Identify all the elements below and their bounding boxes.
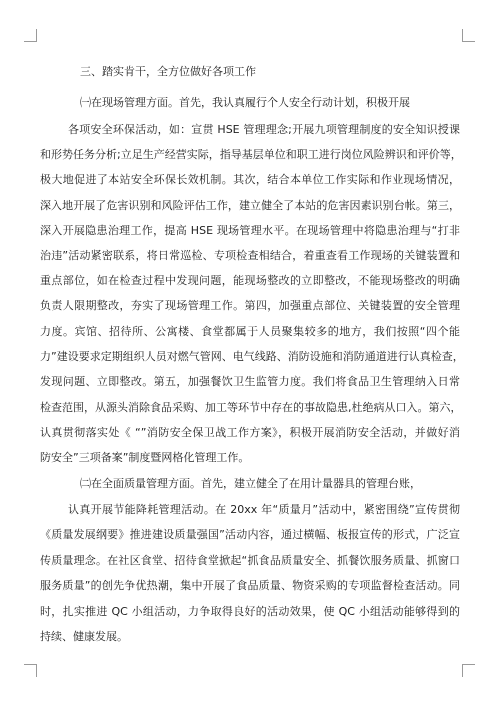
paragraph-line: 认真开展节能降耗管理活动。在 20xx 年“质量月”活动中，紧密围绕”宣传贯彻	[68, 503, 460, 516]
paragraph-line: 重点部位，如在检查过程中发现问题，能现场整改的立即整改，不能现场整改的明确	[40, 274, 460, 287]
paragraph-line: 力度。宾馆、招待所、公寓楼、食堂都属于人员聚集较多的地方，我们按照“四个能	[40, 325, 460, 338]
paragraph-line: 防安全”三项备案”制度暨网格化管理工作。	[40, 451, 250, 464]
crop-mark-bottom-right	[462, 664, 475, 677]
paragraph-line: 发现问题、立即整改。第五，加强餐饮卫生监管力度。我们将食品卫生管理纳入日常	[40, 375, 460, 388]
paragraph-line: 持续、健康发展。	[40, 630, 128, 643]
paragraph-line: 服务质量”的创先争优热潮，集中开展了食品质量、物资采购的专项监督检查活动。同	[40, 579, 460, 592]
section-heading: 三、踏实肯干，全方位做好各项工作	[80, 65, 256, 78]
paragraph-line: 传质量理念。在社区食堂、招待食堂掀起“抓食品质量安全、抓餐饮服务质量、抓窗口	[40, 554, 460, 567]
crop-mark-top-right	[462, 29, 475, 42]
paragraph-line: 力”建设要求定期组织人员对燃气管网、电气线路、消防设施和消防通道进行认真检查，	[40, 350, 464, 363]
paragraph-line: 《质量发展纲要》推进建设质量强国”活动内容，通过横幅、板报宣传的形式，广泛宣	[40, 528, 460, 541]
paragraph-line: 治违”活动紧密联系，将日常巡检、专项检查相结合，着重查看工作现场的关键装置和	[40, 249, 460, 262]
paragraph-line: 深入开展隐患治理工作，提高 HSE 现场管理水平。在现场管理中将隐患治理与“打非	[40, 224, 460, 237]
paragraph-line: 和形势任务分析;立足生产经营实际，指导基层单位和职工进行岗位风险辨识和评价等，	[40, 148, 462, 161]
paragraph-line: 深入地开展了危害识别和风险评估工作，建立健全了本站的危害因素识别台帐。第三，	[40, 199, 460, 212]
crop-mark-top-left	[24, 29, 37, 42]
crop-mark-bottom-left	[24, 664, 37, 677]
paragraph-line: 各项安全环保活动，如：宣贯 HSE 管理理念;开展九项管理制度的安全知识授课	[68, 123, 460, 136]
paragraph-line: ㈠在现场管理方面。首先，我认真履行个人安全行动计划，积极开展	[80, 96, 410, 109]
paragraph-line: 负责人限期整改，夯实了现场管理工作。第四，加强重点部位、关键装置的安全管理	[40, 299, 460, 312]
paragraph-line: 检查范围，从源头消除食品采购、加工等环节中存在的事故隐患,杜绝病从口入。第六，	[40, 401, 462, 414]
paragraph-line: 极大地促进了本站安全环保长效机制。其次，结合本单位工作实际和作业现场情况，	[40, 173, 460, 186]
paragraph-line: 时，扎实推进 QC 小组活动，力争取得良好的活动效果，使 QC 小组活动能够得到的	[40, 605, 460, 618]
paragraph-line: ㈡在全面质量管理方面。首先，建立健全了在用计量器具的管理台账，	[80, 477, 421, 490]
paragraph-line: 认真贯彻落实处《 “”消防安全保卫战工作方案》，积极开展消防安全活动，并做好消	[40, 426, 460, 439]
